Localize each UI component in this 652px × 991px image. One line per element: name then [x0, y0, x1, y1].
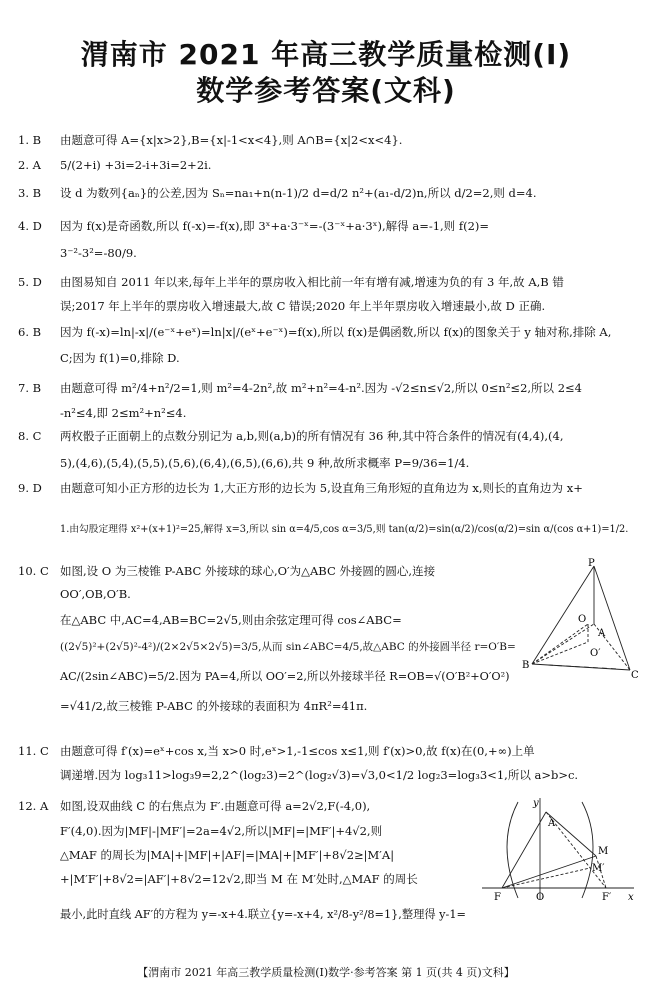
answer-text: 如图,设双曲线 C 的右焦点为 F′.由题意可得 a=2√2,F(-4,0), [60, 799, 371, 813]
answer-text: 因为 f(-x)=ln|-x|/(e⁻ˣ+eˣ)=ln|x|/(eˣ+e⁻ˣ)=f(x),所以 f(x)是偶函数,所以 f(x)的图象关于 y 轴对称,排除 A, [60, 325, 612, 339]
answer-line [18, 871, 418, 887]
answer-line [18, 380, 582, 396]
answer-line [18, 563, 435, 579]
hyperbola-label: O [536, 892, 545, 903]
answer-number: 7. B [18, 381, 42, 395]
answer-line [18, 639, 516, 655]
answer-text: 1.由勾股定理得 x²+(x+1)²=25,解得 x=3,所以 sin α=4/5,cos α=3/5,则 tan(α/2)=sin(α/2)/cos(α/2)=sin α/(cos α+1)=1/2. [60, 524, 629, 535]
hyperbola-label: x [628, 892, 634, 903]
answer-number: 10. C [18, 564, 49, 578]
answer-number: 6. B [18, 325, 42, 339]
hyperbola-label: A [548, 818, 556, 829]
answer-text: 5/(2+i) +3i=2-i+3i=2+2i. [60, 158, 212, 172]
answer-line [18, 586, 131, 602]
pyramid-label: O [578, 614, 587, 625]
answer-text: 由题意可得 A={x|x>2},B={x|-1<x<4},则 A∩B={x|2<x<4}. [60, 133, 403, 147]
answer-number: 5. D [18, 275, 42, 289]
pyramid-label: O′ [590, 648, 601, 659]
answer-text: =√41/2,故三棱锥 P-ABC 的外接球的表面积为 4πR²=41π. [60, 699, 368, 713]
answer-line [18, 823, 382, 839]
answer-line [18, 245, 137, 261]
answer-number: 8. C [18, 429, 42, 443]
pyramid-label: A [598, 628, 606, 639]
hyperbola-label: M′ [592, 863, 605, 874]
answer-line [18, 132, 402, 148]
answer-text: 误;2017 年上半年的票房收入增速最大,故 C 错误;2020 年上半年票房收入增速最小,故 D 正确. [60, 299, 546, 313]
answer-number: 9. D [18, 481, 42, 495]
answer-line [18, 669, 510, 685]
answer-line [18, 907, 466, 923]
pyramid-figure [518, 558, 648, 688]
answer-text: 如图,设 O 为三棱锥 P-ABC 外接球的球心,O′为△ABC 外接圆的圆心,连接 [60, 564, 436, 578]
answer-line [18, 405, 186, 421]
answer-text: 由图易知自 2011 年以来,每年上半年的票房收入相比前一年有增有减,增速为负的有 3 年,故 A,B 错 [60, 275, 564, 289]
document-title-line2: 数学参考答案(文科) [196, 74, 456, 107]
hyperbola-label: F [494, 892, 501, 903]
answer-line [18, 298, 545, 314]
answer-number: 2. A [18, 158, 41, 172]
answer-text: +|M′F′|+8√2=|AF′|+8√2=12√2,即当 M 在 M′处时,△MAF 的周长 [60, 872, 418, 886]
answer-text: -n²≤4,即 2≤m²+n²≤4. [60, 406, 187, 420]
answer-text: 3⁻²-3²=-80/9. [60, 246, 137, 260]
answer-line [18, 350, 180, 366]
answer-line [18, 324, 611, 340]
answer-line [18, 522, 628, 538]
answer-text: 由题意可知小正方形的边长为 1,大正方形的边长为 5,设直角三角形短的直角边为 x,则长的直角边为 x+ [60, 481, 583, 495]
answer-text: 因为 f(x)是奇函数,所以 f(-x)=-f(x),即 3ˣ+a·3⁻ˣ=-(3⁻ˣ+a·3ˣ),解得 a=-1,则 f(2)= [60, 219, 490, 233]
answer-text: C;因为 f(1)=0,排除 D. [60, 351, 180, 365]
answer-line [18, 798, 370, 814]
answer-text: F′(4,0).因为|MF|-|MF′|=2a=4√2,所以|MF|=|MF′|+4√2,则 [60, 824, 383, 838]
answer-text: 在△ABC 中,AC=4,AB=BC=2√5,则由余弦定理可得 cos∠ABC= [60, 613, 402, 627]
answer-text: OO′,OB,O′B. [60, 587, 131, 601]
answer-text: 由题意可得 m²/4+n²/2=1,则 m²=4-2n²,故 m²+n²=4-n².因为 -√2≤n≤√2,所以 0≤n²≤2,所以 2≤4 [60, 381, 582, 395]
pyramid-label: B [522, 660, 530, 671]
answer-text: ((2√5)²+(2√5)²-4²)/(2×2√5×2√5)=3/5,从而 sin∠ABC=4/5,故△ABC 的外接圆半径 r=O′B= [60, 641, 516, 653]
answer-number: 1. B [18, 133, 42, 147]
answer-line [18, 455, 469, 471]
answer-line [18, 612, 402, 628]
page-footer: 【渭南市 2021 年高三教学质量检测(Ⅰ)数学·参考答案 第 1 页(共 4 页)文科】 [137, 966, 515, 979]
answer-line [18, 218, 489, 234]
document-title-line1: 渭南市 2021 年高三教学质量检测(Ⅰ) [80, 38, 572, 71]
hyperbola-label: y [533, 798, 539, 809]
answer-line [18, 847, 394, 863]
answer-line [18, 274, 564, 290]
answer-line [18, 185, 537, 201]
answer-line [18, 767, 578, 783]
answer-line [18, 743, 535, 759]
hyperbola-label: M [598, 846, 609, 857]
answer-text: 5),(4,6),(5,4),(5,5),(5,6),(6,4),(6,5),(6,6),共 9 种,故所求概率 P=9/36=1/4. [60, 456, 470, 470]
answer-text: 两枚骰子正面朝上的点数分别记为 a,b,则(a,b)的所有情况有 36 种,其中符合条件的情况有(4,4),(4, [60, 429, 564, 443]
pyramid-label: C [631, 670, 639, 681]
answer-line [18, 698, 367, 714]
answer-text: 由题意可得 f′(x)=eˣ+cos x,当 x>0 时,eˣ>1,-1≤cos x≤1,则 f′(x)>0,故 f(x)在(0,+∞)上单 [60, 744, 535, 758]
answer-text: AC/(2sin∠ABC)=5/2.因为 PA=4,所以 OO′=2,所以外接球半径 R=OB=√(O′B²+O′O²) [60, 670, 510, 683]
answer-line [18, 480, 583, 496]
answer-text: △MAF 的周长为|MA|+|MF|+|AF|=|MA|+|MF′|+8√2≥|M′A| [60, 848, 395, 862]
answer-text: 设 d 为数列{aₙ}的公差,因为 Sₙ=na₁+n(n-1)/2 d=d/2 n²+(a₁-d/2)n,所以 d/2=2,则 d=4. [60, 186, 537, 200]
hyperbola-label: F′ [602, 892, 612, 903]
answer-text: 最小,此时直线 AF′的方程为 y=-x+4.联立{y=-x+4, x²/8-y²/8=1},整理得 y-1= [60, 908, 466, 921]
pyramid-label: P [588, 558, 595, 569]
answer-line [18, 157, 211, 173]
answer-number: 11. C [18, 744, 49, 758]
answer-number: 3. B [18, 186, 42, 200]
answer-number: 4. D [18, 219, 42, 233]
answer-line [18, 428, 564, 444]
answer-number: 12. A [18, 799, 49, 813]
hyperbola-figure [478, 796, 642, 908]
answer-text: 调递增.因为 log₃11>log₃9=2,2^(log₂3)=2^(log₂√3)=√3,0<1/2 log₂3=log₃3<1,所以 a>b>c. [60, 768, 579, 782]
